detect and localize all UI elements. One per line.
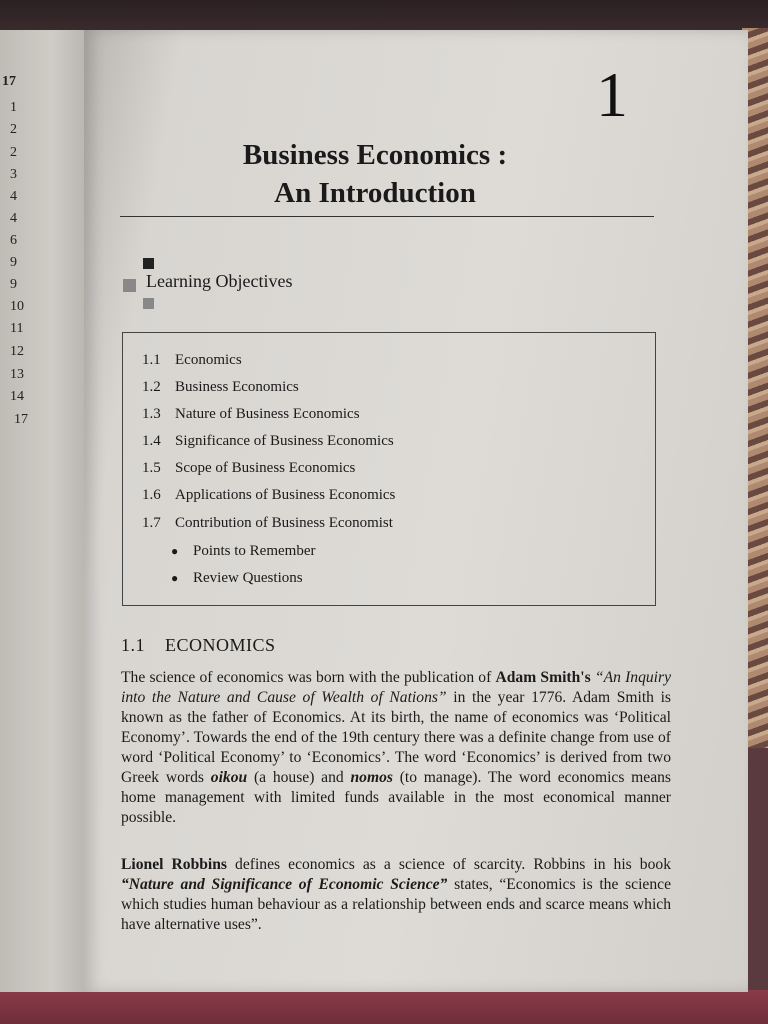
para-text: states, “Economics is the science which studies human behaviour as a relationship between ends and scarce means which have alternative uses”.	[121, 876, 671, 933]
bullet-text: Points to Remember	[193, 543, 316, 559]
para-bold: Lionel Robbins	[121, 856, 227, 873]
objective-item	[142, 352, 242, 369]
para-italic: “An Inquiry into the Nature and Cause of Wealth of Nations”	[121, 669, 671, 706]
para-text: (to manage). The word economics means home management with limited funds available in the most economical manner possible.	[121, 769, 672, 826]
para-bold-italic: nomos	[350, 769, 393, 786]
title-divider	[120, 216, 654, 217]
objective-item	[142, 460, 355, 477]
objective-text: Applications of Business Economics	[175, 487, 396, 503]
objective-number: 1.5	[142, 460, 161, 476]
chapter-title-line-2: An Introduction	[274, 177, 476, 209]
objective-text: Significance of Business Economics	[175, 433, 394, 449]
bullet-icon: ●	[171, 571, 179, 585]
objective-bullet	[171, 570, 303, 587]
left-page-number: 3	[10, 167, 17, 182]
objective-text: Scope of Business Economics	[175, 460, 356, 476]
para-bold-italic: “Nature and Significance of Economic Science”	[121, 876, 448, 893]
para-text: defines economics as a science of scarcity. Robbins in his book	[227, 856, 671, 873]
para-text: (a house) and	[247, 769, 351, 786]
objective-number: 1.7	[142, 515, 161, 531]
objective-number: 1.1	[142, 352, 161, 368]
left-page-number: 17	[14, 412, 28, 427]
para-text: The science of economics was born with the publication of	[121, 669, 496, 686]
chapter-title	[150, 136, 600, 212]
para-bold-italic: oikou	[210, 769, 248, 786]
left-page-number: 10	[10, 299, 24, 314]
background-bottom	[0, 990, 768, 1024]
section-title: ECONOMICS	[165, 635, 276, 655]
left-page	[0, 30, 86, 992]
left-page-number: 11	[10, 321, 24, 336]
objective-number: 1.2	[142, 379, 161, 395]
chapter-title-line-1: Business Economics :	[242, 139, 508, 171]
objective-item	[142, 515, 393, 532]
left-page-number: 4	[10, 189, 17, 204]
left-page-number: 9	[10, 277, 17, 292]
objective-bullet	[171, 543, 316, 560]
section-heading	[121, 635, 276, 656]
objective-item	[142, 487, 395, 504]
objective-item	[142, 379, 299, 396]
decorative-square-icon	[123, 279, 136, 292]
decorative-square-icon	[143, 258, 154, 269]
objective-number: 1.3	[142, 406, 161, 422]
objective-text: Contribution of Business Economist	[175, 515, 393, 531]
left-page-number: 17	[2, 74, 16, 89]
bullet-icon: ●	[171, 544, 179, 558]
objective-number: 1.6	[142, 487, 161, 503]
left-page-number: 9	[10, 255, 17, 270]
objective-text: Nature of Business Economics	[175, 406, 360, 422]
objective-item	[142, 433, 394, 450]
section-number: 1.1	[121, 635, 145, 655]
left-page-number: 14	[10, 389, 24, 404]
chapter-number: 1	[596, 59, 628, 130]
background-top	[0, 0, 768, 32]
left-page-number: 4	[10, 211, 17, 226]
para-text: in the year 1776. Adam Smith is known as the father of Economics. At its birth, the name of economics was ‘Political Economy’. Towards the end of the 19th century there was a definite change from use of word ‘Political Economy’ to ‘Economics’. The word ‘Economics’ is derived from two Greek words	[121, 689, 671, 786]
left-page-number: 6	[10, 233, 17, 248]
bullet-text: Review Questions	[193, 570, 303, 586]
objective-text: Economics	[175, 352, 242, 368]
objective-number: 1.4	[142, 433, 161, 449]
objective-item	[142, 406, 360, 423]
objective-text: Business Economics	[175, 379, 299, 395]
left-page-number: 2	[10, 145, 17, 160]
left-page-number: 13	[10, 367, 24, 382]
decorative-square-icon	[143, 298, 154, 309]
learning-objectives-heading: Learning Objectives	[146, 271, 293, 291]
left-page-number: 1	[10, 100, 17, 115]
paragraph-2	[121, 855, 671, 935]
left-page-number: 12	[10, 344, 24, 359]
paragraph-1	[121, 668, 671, 828]
para-bold: Adam Smith's	[495, 669, 591, 686]
left-page-number: 2	[10, 122, 17, 137]
